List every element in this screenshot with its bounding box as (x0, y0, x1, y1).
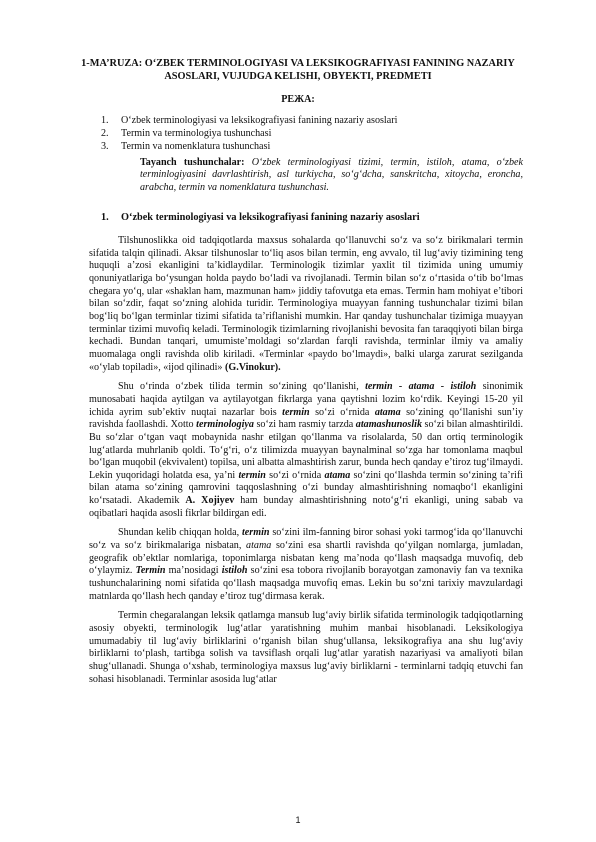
term-emphasis: termin (242, 527, 270, 539)
term-emphasis: terminologiya (196, 419, 254, 431)
paragraph-text: Shu o‘rinda o‘zbek tilida termin so‘zining qo‘llanishi, (118, 381, 366, 393)
plan-item (101, 115, 521, 128)
section-number: 1. (101, 212, 109, 223)
paragraph-3 (89, 527, 523, 603)
paragraph-text: so‘zi bilan almashtirildi. Bu so‘zlar o‘tgan vaqt mobaynida nashr etilgan qo‘llanma va risolalarda, 50 dan ortiq terminologik lug‘atlarda muhrlanib qoldi. To‘g‘ri, o‘z tilimizda muayyan baynalminal so‘zga har tomonlama maqbul bo‘lgan muqobil (ekvivalent) topilsa, uni albatta almashtirish zarur, bunda hech qanday e’tiroz tug‘ilmaydi. Lekin yuqoridagi holatda esa, ya’ni (89, 419, 523, 481)
plan-item-text: Termin va terminologiya tushunchasi (121, 128, 272, 139)
paragraph-text: so‘zini qo‘llashda termin so‘zining ta’rifi bilan atama so‘zining qamrovini taqqoslashning o‘zi bunday almashtirishning nomaqbo‘l ekanligini ko‘rsatadi. Akademik (89, 469, 523, 507)
plan-list (101, 115, 521, 154)
citation-author: (G.Vinokur). (222, 361, 281, 373)
paragraph-text: so‘zini esa tobora rivojlanib borayotgan zamonaviy fan va texnika tushunchalarining nomi sifatida qo‘llash maqsadga muvofiq emas. Lekin bu so‘zni tarixiy mavzulardagi matnlarda qo‘llash hech qanday e’tiroz tug‘dirmasa kerak. (89, 565, 523, 602)
paragraph-text: ma’nosidagi (165, 565, 222, 577)
term-emphasis: atamashunoslik (355, 419, 422, 431)
key-concepts-label: Tayanch tushunchalar: (140, 157, 245, 168)
paragraph-4: Termin chegaralangan leksik qatlamga mansub lug‘aviy birlik sifatida terminologik tadqiqotlarning asosiy obyekti, terminologik lug‘atlar yaratishning muhim manbai hisoblanadi. Leksikologiya umumadabiy til lug‘aviy birliklarini o‘rganish bilan shug‘ullansa, leksikografiya ana shu lug‘aviy birliklarni to‘plash, tartibga solish va tavsiflash orqali lug‘atlar yaratish nazariyasi va amaliyoti bilan shug‘ullanadi. Shunga o‘xshab, terminologiya maxsus lug‘aviy birliklarni - terminlarni tadqiq etuvchi fan sohasi hisoblanadi. Terminlar asosida lug‘atlar (89, 610, 523, 685)
paragraph-text: ham bunday almashtirishning noto‘g‘ri ekanligi, uning sabab va oqibatlari haqida asosli fikrlar bildirgan edi. (89, 495, 523, 519)
paragraph-text: Shundan kelib chiqqan holda, (118, 527, 242, 539)
paragraph-text: so‘zini esa shartli ravishda qo‘yilgan nomlarga, jumladan, geografik ob’ektlar nomlariga, toponimlarga nisbatan keng ma’noda qo‘llash maqsadga muvofiq, deb o‘ylaymiz. (89, 540, 523, 577)
page-number: 1 (295, 815, 301, 825)
paragraph-text: so‘zining qo‘llanishi sun’iy ravishda faollashdi. Xotto (89, 406, 524, 431)
document-body (89, 235, 523, 693)
term-emphasis: termin - atama - istiloh (365, 381, 477, 393)
paragraph-text: sinonimik munosabati haqida aytilgan va aytilayotgan fikrlarga yana qaytishni lozim ko‘rdik. Keyingi 15-20 yil ichida ayrim sub’ektiv nuqtai nazarlar bois (89, 381, 524, 418)
plan-item-number: 3. (101, 141, 109, 152)
key-concepts-value: O‘zbek terminologiyasi tizimi, termin, istiloh, atama, o‘zbek terminlogiyasini davrlashtirish, asl turkiycha, so‘g‘dcha, sanskritcha, xitoycha, eroncha, arabcha, termin va nomenklatura tushunchasi. (140, 157, 523, 193)
plan-heading: РЕЖА: (281, 94, 315, 105)
plan-item-text: Termin va nomenklatura tushunchasi (121, 141, 271, 152)
term-emphasis: atama (374, 406, 401, 418)
section-heading (101, 212, 531, 225)
term-emphasis: termin (282, 406, 310, 418)
plan-item (101, 128, 521, 141)
term-emphasis: Termin (135, 565, 166, 577)
term-emphasis: atama (324, 469, 351, 481)
paragraph-text: so‘zi ham rasmiy tarzda (253, 419, 356, 431)
paragraph-1 (89, 235, 523, 374)
paragraph-text: Tilshunoslikka oid tadqiqotlarda maxsus sohalarda qo‘llanuvchi so‘z va so‘z birikmalari termin sifatida talqin qilinadi. Aksar tilshunoslar to‘liq asos bilan termin, eng avvalo, til lug‘aviy tizimining teng huquqli a’zosi ekanligini ta’kidlaydilar. Terminologik tizimlar yaxlit til tizimida uning umumiy qonuniyatlariga bo‘ysungan holda paydo bo‘ladi va rivojlanadi. Termin bilan so‘z o‘rtasida o‘tib bo‘lmas chegara yo‘q, ular «shaklan ham, mazmunan ham» jiddiy tafovutga eta emas. Termin ham mohiyat e’tibori bilan so‘zdir, faqat so‘zning alohida turidir. Terminologiya muayyan fanning tushunchalar tizimi bilan bog‘liq bo‘lgan terminlar tizimi sifatida ta’riflanishi mumkin. Har qanday tushunchalar tizimiga muayyan terminlar tizimi muvofiq keladi. Terminologik tizimlarning rivojlanishi bevosita fan taraqqiyoti bilan birga kechadi. Bundan tanqari, umumiste’moldagi so‘zlardan farqli ravishda, terminlar ilmiy va amaliy muomalaga ongli ravishda olib kiriladi. «Terminlar «paydo bo‘lmaydi», balki ularga zarurat sezilganda «o‘ylab topiladi», «ijod qilinadi» (89, 235, 523, 373)
term-emphasis: termin (238, 469, 266, 481)
plan-item-text: O‘zbek terminologiyasi va leksikografiyasi fanining nazariy asoslari (121, 115, 398, 126)
term-emphasis: istiloh (221, 565, 248, 577)
term-emphasis: atama (246, 540, 272, 552)
plan-item (101, 141, 521, 154)
plan-item-number: 2. (101, 128, 109, 139)
section-title: O‘zbek terminologiyasi va leksikografiyasi fanining nazariy asoslari (121, 212, 420, 223)
plan-item-number: 1. (101, 115, 109, 126)
paragraph-text: so‘zini ilm-fanning biror sohasi yoki tarmog‘ida qo‘llanuvchi so‘z va so‘z birikmalariga nisbatan, (89, 527, 523, 552)
paragraph-2 (89, 381, 523, 520)
author-name: A. Xojiyev (185, 495, 235, 507)
paragraph-text: so‘zi o‘rnida (309, 406, 375, 418)
paragraph-text: so‘zi o‘rnida (265, 469, 325, 481)
key-concepts (140, 157, 523, 194)
lecture-title: 1-MA’RUZA: O‘ZBEK TERMINOLOGIYASI VA LEKSIKOGRAFIYASI FANINING NAZARIY ASOSLARI, VUJUDGA KELISHI, OBYEKTI, PREDMETI (81, 58, 515, 82)
